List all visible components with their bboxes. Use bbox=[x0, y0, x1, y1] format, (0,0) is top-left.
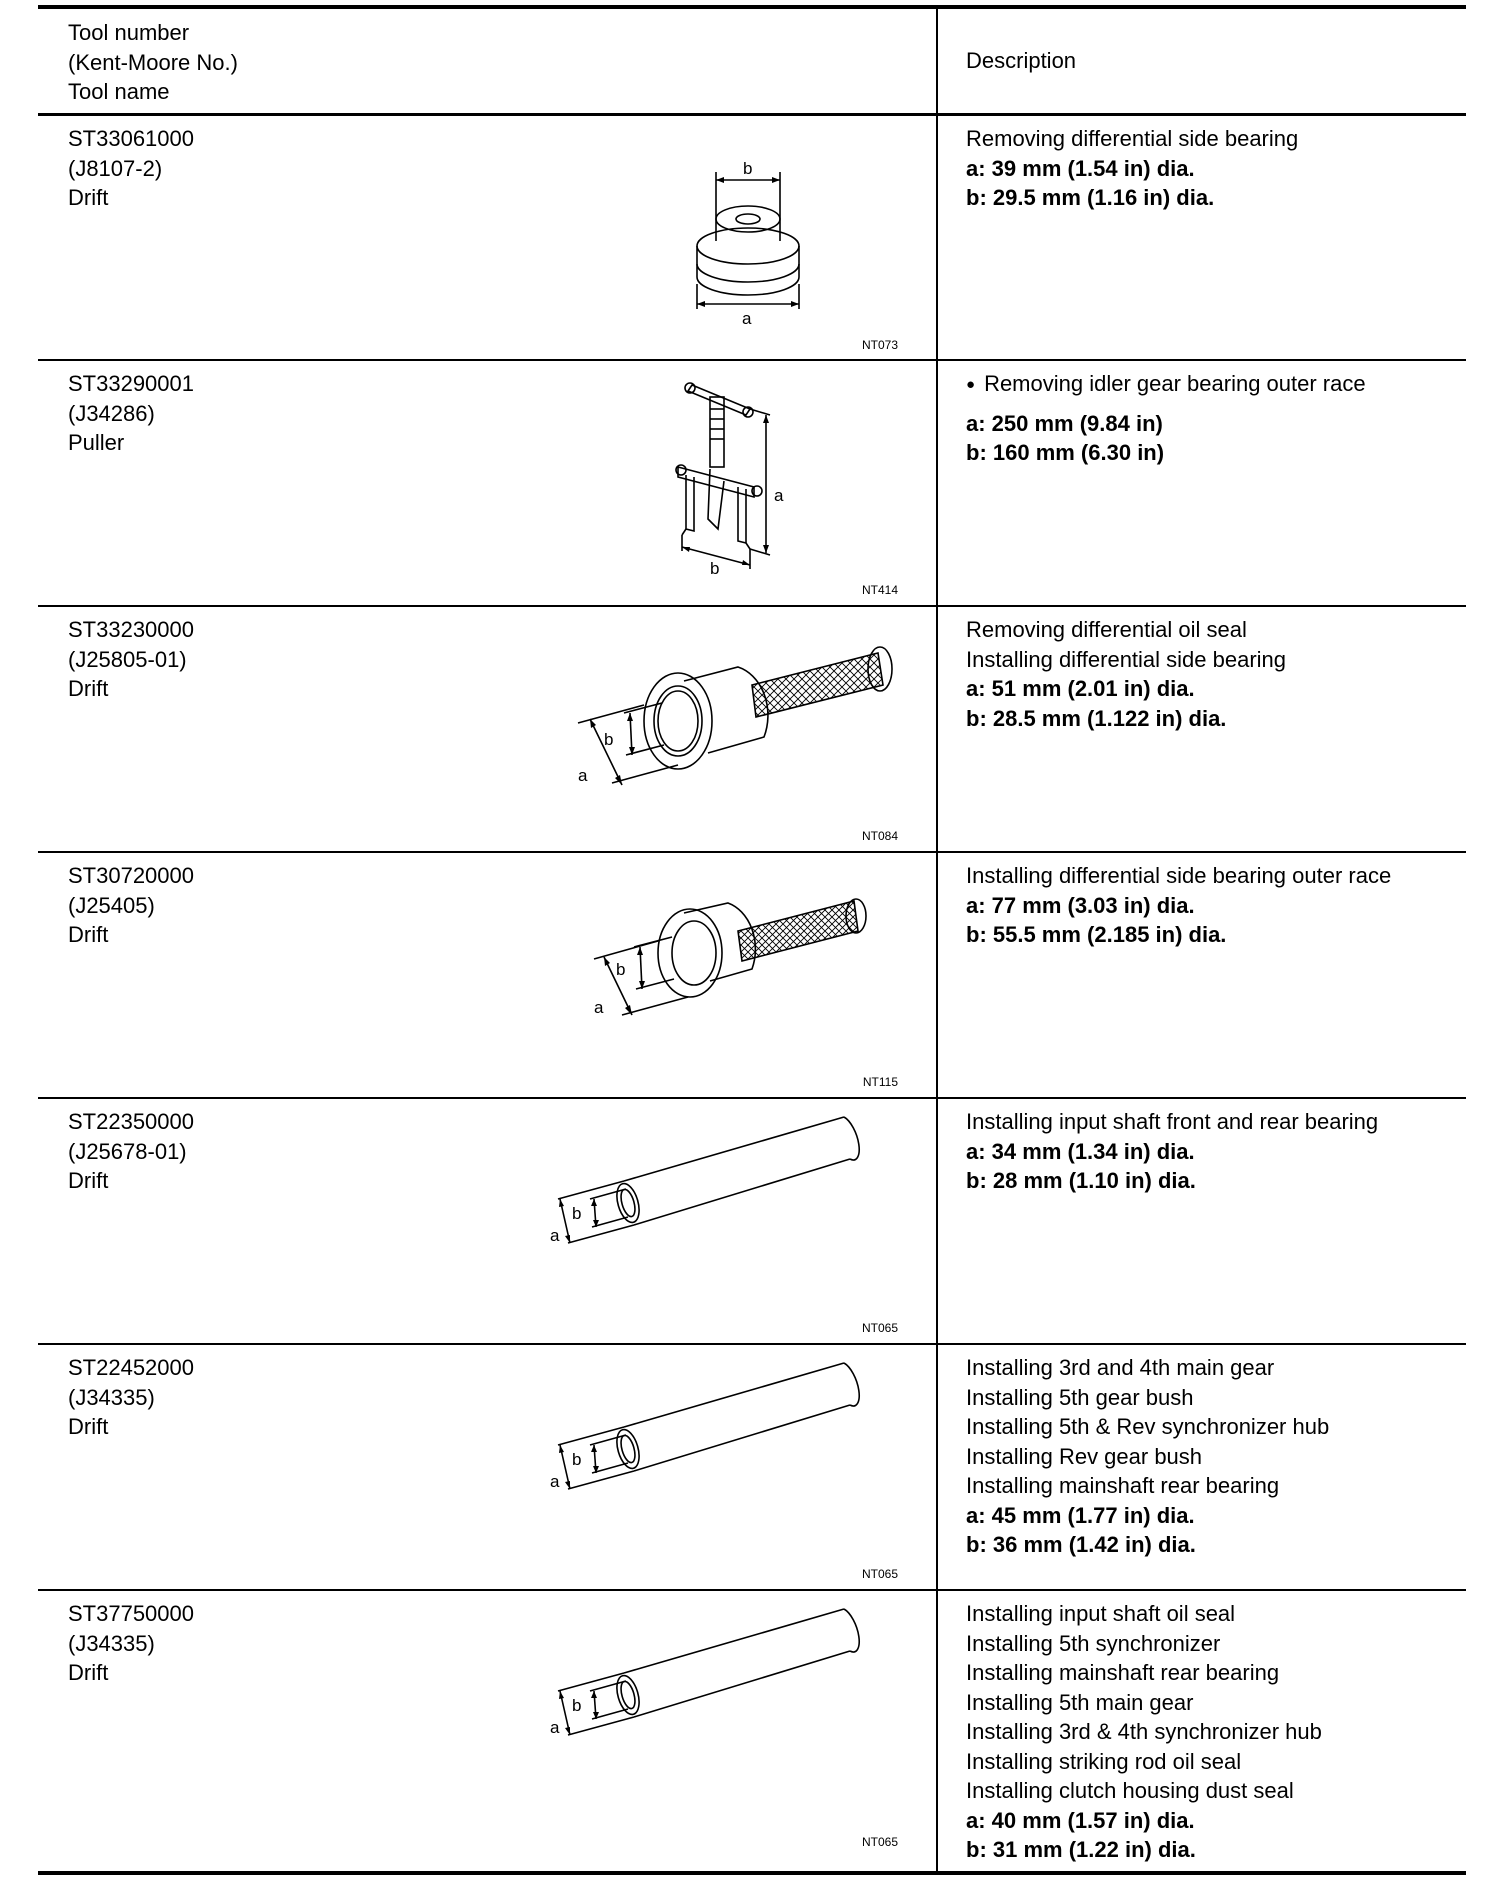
table-row bbox=[38, 1097, 1466, 1343]
tool-info bbox=[68, 369, 194, 458]
kent-moore-number: (J34335) bbox=[68, 1630, 155, 1656]
tool-number: ST33061000 bbox=[68, 126, 194, 151]
tool-use: Installing 5th & Rev synchronizer hub bbox=[966, 1414, 1330, 1439]
dim-a-label: a bbox=[578, 766, 588, 785]
tool-use: Installing 5th gear bush bbox=[966, 1384, 1194, 1410]
drift-tube-illustration bbox=[538, 1599, 898, 1827]
dimension-a: a: 40 mm (1.57 in) dia. bbox=[966, 1807, 1195, 1833]
tool-info bbox=[68, 124, 194, 213]
tool-use: Installing input shaft front and rear bearing bbox=[966, 1109, 1379, 1134]
tool-number: ST22452000 bbox=[68, 1355, 194, 1380]
tool-use: Installing 5th main gear bbox=[966, 1689, 1194, 1715]
dimension-b: b: 28.5 mm (1.122 in) dia. bbox=[966, 705, 1227, 731]
drift-tube-illustration bbox=[538, 1353, 898, 1581]
kent-moore-number: (J25405) bbox=[68, 892, 155, 918]
figure-code: NT065 bbox=[861, 1835, 898, 1849]
tool-number: ST37750000 bbox=[68, 1601, 194, 1626]
puller-illustration bbox=[538, 369, 898, 597]
table-row bbox=[38, 359, 1466, 605]
dimension-b: b: 36 mm (1.42 in) dia. bbox=[966, 1532, 1196, 1557]
dim-a-label: a bbox=[550, 1226, 560, 1245]
tool-name: Drift bbox=[68, 676, 109, 701]
tool-illustration bbox=[538, 1599, 898, 1857]
tool-info bbox=[68, 615, 194, 704]
tool-name: Drift bbox=[68, 1168, 109, 1193]
drift-tube-illustration bbox=[538, 1107, 898, 1335]
dimension-b: b: 55.5 mm (2.185 in) dia. bbox=[966, 922, 1227, 947]
dimension-a: a: 45 mm (1.77 in) dia. bbox=[966, 1502, 1195, 1528]
tool-illustration bbox=[538, 369, 898, 597]
tool-description bbox=[966, 124, 1298, 213]
tool-name: Puller bbox=[68, 430, 125, 455]
dimension-b: b: 28 mm (1.10 in) dia. bbox=[966, 1168, 1196, 1193]
dimension-a: a: 77 mm (3.03 in) dia. bbox=[966, 892, 1195, 918]
tool-use: Installing mainshaft rear bearing bbox=[966, 1660, 1280, 1685]
dim-a-label: a bbox=[550, 1472, 560, 1491]
tool-description bbox=[966, 369, 1366, 468]
figure-code: NT084 bbox=[861, 829, 898, 843]
dim-b-label: b bbox=[604, 730, 614, 749]
dim-b-label: b bbox=[616, 960, 626, 979]
tool-description bbox=[966, 1599, 1322, 1865]
tool-info bbox=[68, 1353, 194, 1442]
figure-code: NT115 bbox=[862, 1075, 898, 1089]
kent-moore-number: (J25805-01) bbox=[68, 646, 187, 672]
tool-name: Drift bbox=[68, 922, 109, 947]
tool-use: Installing 5th synchronizer bbox=[966, 1630, 1221, 1656]
figure-code: NT065 bbox=[861, 1567, 898, 1581]
table-row bbox=[38, 1343, 1466, 1589]
dimension-b: b: 31 mm (1.22 in) dia. bbox=[966, 1837, 1196, 1862]
dim-a-label: a bbox=[774, 486, 784, 505]
dim-a-label: a bbox=[550, 1718, 560, 1737]
tool-name: Drift bbox=[68, 185, 109, 210]
tool-info bbox=[68, 1599, 194, 1688]
dimension-a: a: 34 mm (1.34 in) dia. bbox=[966, 1138, 1195, 1164]
table-row bbox=[38, 1589, 1466, 1871]
tool-use: Installing 3rd & 4th synchronizer hub bbox=[966, 1719, 1322, 1744]
tool-use: Removing differential side bearing bbox=[966, 126, 1299, 151]
tool-use: Installing differential side bearing bbox=[966, 646, 1287, 672]
dimension-a: a: 51 mm (2.01 in) dia. bbox=[966, 676, 1195, 701]
tool-description bbox=[966, 615, 1286, 733]
dim-b-label: b bbox=[572, 1696, 582, 1715]
table-bottom-rule bbox=[38, 1871, 1466, 1875]
tool-illustration bbox=[538, 1353, 898, 1581]
tool-number: ST30720000 bbox=[68, 863, 194, 888]
tool-illustration bbox=[538, 861, 898, 1089]
tool-name: Drift bbox=[68, 1414, 109, 1439]
header-tool-column bbox=[68, 18, 238, 107]
drift-knurled-illustration bbox=[538, 615, 898, 843]
tool-use: Installing clutch housing dust seal bbox=[966, 1778, 1294, 1803]
dim-b-label: b bbox=[710, 559, 720, 578]
dim-a-label: a bbox=[594, 998, 604, 1017]
tool-use: Installing input shaft oil seal bbox=[966, 1601, 1236, 1626]
tool-number: ST33290001 bbox=[68, 371, 194, 396]
tool-info bbox=[68, 1107, 194, 1196]
dimension-b: b: 29.5 mm (1.16 in) dia. bbox=[966, 185, 1215, 210]
tool-name: Drift bbox=[68, 1660, 109, 1685]
tool-description bbox=[966, 1107, 1378, 1196]
tool-use: Installing differential side bearing outer race bbox=[966, 863, 1392, 888]
tool-use: Removing differential oil seal bbox=[966, 617, 1247, 642]
tool-number: ST33230000 bbox=[68, 617, 194, 642]
dim-b-label: b bbox=[572, 1450, 582, 1469]
tool-use: Installing Rev gear bush bbox=[966, 1443, 1203, 1469]
dimension-a: a: 250 mm (9.84 in) bbox=[966, 410, 1163, 436]
header-kent-moore: (Kent-Moore No.) bbox=[68, 49, 238, 75]
tool-illustration bbox=[538, 615, 898, 843]
dim-b-label: b bbox=[743, 159, 753, 178]
tool-use: ● Removing idler gear bearing outer race bbox=[966, 369, 1366, 402]
kent-moore-number: (J34335) bbox=[68, 1384, 155, 1410]
tool-use: Installing striking rod oil seal bbox=[966, 1748, 1242, 1774]
tool-number: ST22350000 bbox=[68, 1109, 194, 1134]
dimension-b: b: 160 mm (6.30 in) bbox=[966, 440, 1165, 465]
tool-description bbox=[966, 861, 1391, 950]
table-header bbox=[38, 9, 1466, 113]
header-description: Description bbox=[966, 48, 1077, 73]
tool-use: Installing 3rd and 4th main gear bbox=[966, 1355, 1275, 1380]
tool-description bbox=[966, 1353, 1329, 1560]
drift-knurled-short-illustration bbox=[538, 861, 898, 1089]
dim-b-label: b bbox=[572, 1204, 582, 1223]
dim-a-label: a bbox=[742, 309, 752, 328]
figure-code: NT414 bbox=[861, 583, 898, 597]
dimension-a: a: 39 mm (1.54 in) dia. bbox=[966, 155, 1195, 181]
tool-use: Installing mainshaft rear bearing bbox=[966, 1473, 1280, 1498]
tool-illustration bbox=[538, 1107, 898, 1335]
figure-code: NT073 bbox=[861, 338, 898, 352]
kent-moore-number: (J25678-01) bbox=[68, 1138, 187, 1164]
tool-info bbox=[68, 861, 194, 950]
header-tool-name: Tool name bbox=[68, 79, 170, 104]
table-row bbox=[38, 113, 1466, 359]
tool-illustration bbox=[538, 124, 898, 352]
kent-moore-number: (J8107-2) bbox=[68, 155, 163, 181]
drift-stepped-illustration bbox=[538, 124, 898, 352]
table-row bbox=[38, 851, 1466, 1097]
table-row bbox=[38, 605, 1466, 851]
header-tool-number: Tool number bbox=[68, 20, 190, 45]
kent-moore-number: (J34286) bbox=[68, 400, 155, 426]
figure-code: NT065 bbox=[861, 1321, 898, 1335]
